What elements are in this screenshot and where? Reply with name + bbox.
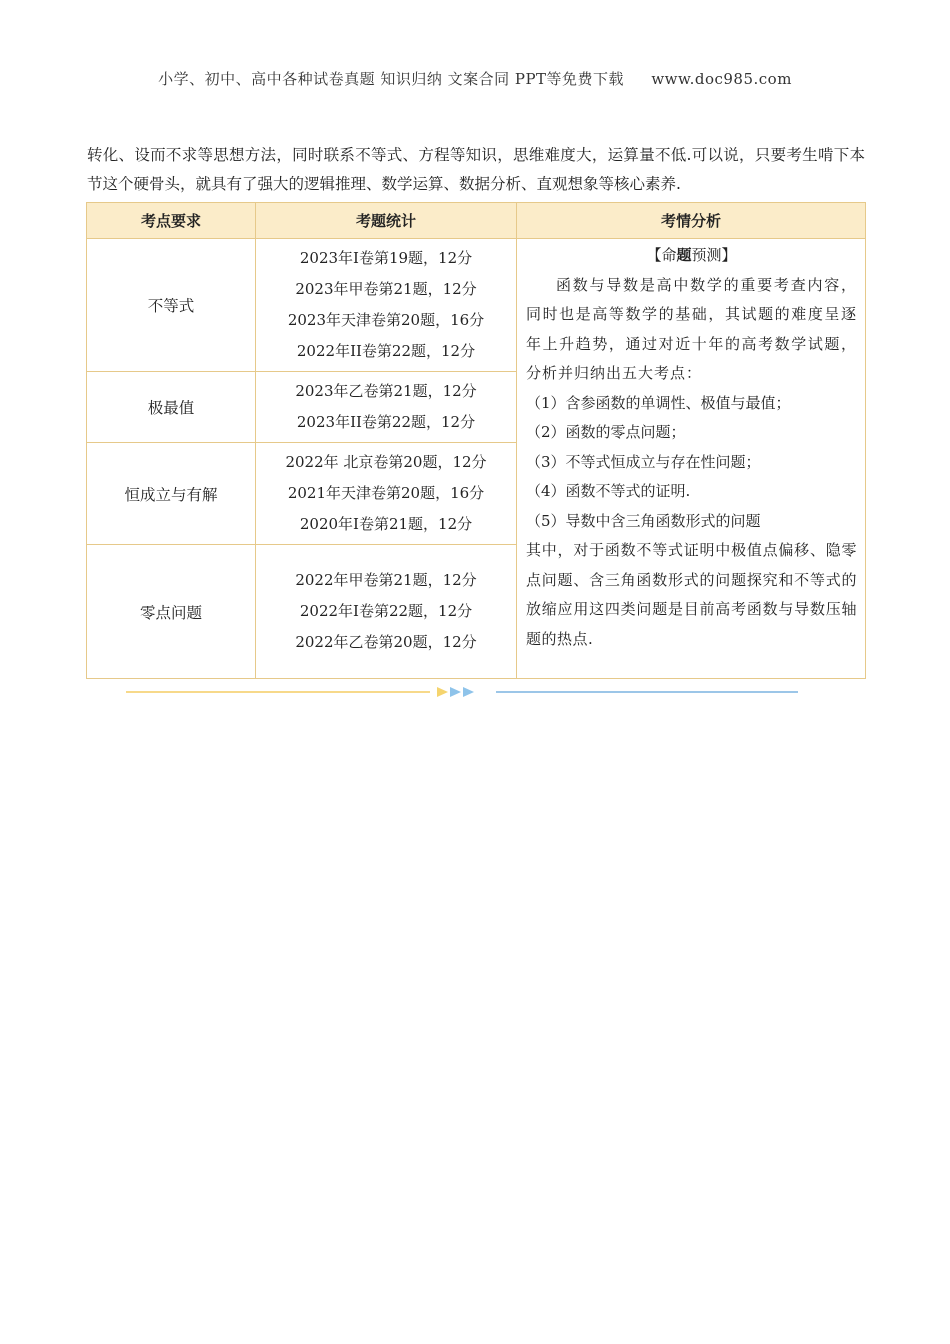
- analysis-item: （2）函数的零点问题；: [526, 423, 686, 441]
- topic-cell: 零点问题: [87, 545, 256, 679]
- analysis-item: （3）不等式恒成立与存在性问题；: [526, 452, 761, 471]
- page-header: [0, 68, 950, 89]
- header-site-link[interactable]: www.doc985.com: [651, 70, 792, 88]
- divider-line-right: [496, 691, 798, 693]
- triple-arrow-icon: [435, 684, 491, 700]
- stat-line: 2023年乙卷第21题，12分: [295, 382, 477, 400]
- stat-line: 2022年乙卷第20题，12分: [295, 633, 477, 651]
- analysis-title: [526, 241, 857, 271]
- stat-line: 2021年天津卷第20题，16分: [287, 484, 485, 502]
- analysis-item: （4）函数不等式的证明.: [526, 482, 691, 500]
- stat-line: 2020年I卷第21题，12分: [299, 515, 473, 533]
- stats-cell: [256, 372, 517, 443]
- analysis-item: （1）含参函数的单调性、极值与最值；: [526, 393, 791, 412]
- analysis-conclusion: 其中，对于函数不等式证明中极值点偏移、隐零点问题、含三角函数形式的问题探究和不等式的放缩应用这四类问题是目前高考函数与导数压轴题的热点.: [526, 541, 857, 648]
- stat-line: 2022年甲卷第21题，12分: [295, 571, 477, 589]
- stats-cell: [256, 239, 517, 372]
- section-divider: [126, 684, 798, 700]
- header-stats: 考题统计: [256, 203, 517, 239]
- stat-line: 2023年I卷第19题，12分: [299, 249, 473, 267]
- header-analysis: 考情分析: [517, 203, 866, 239]
- stat-line: 2023年天津卷第20题，16分: [287, 311, 485, 329]
- stat-line: 2023年甲卷第21题，12分: [295, 280, 477, 298]
- stat-line: 2022年 北京卷第20题，12分: [285, 453, 487, 471]
- stats-cell: [256, 545, 517, 679]
- analysis-title-bold: 题: [676, 246, 692, 264]
- stats-cell: [256, 443, 517, 545]
- table-header-row: [87, 203, 866, 239]
- header-topic: 考点要求: [87, 203, 256, 239]
- analysis-item: （5）导数中含三角函数形式的问题: [526, 511, 761, 530]
- stat-line: 2023年II卷第22题，12分: [296, 413, 476, 431]
- topic-cell: 极最值: [87, 372, 256, 443]
- exam-analysis-table: [86, 202, 866, 679]
- stat-line: 2022年I卷第22题，12分: [299, 602, 473, 620]
- topic-cell: 不等式: [87, 239, 256, 372]
- analysis-paragraph: 函数与导数是高中数学的重要考查内容，同时也是高等数学的基础，其试题的难度呈逐年上升趋势，通过对近十年的高考数学试题，分析并归纳出五大考点：: [526, 275, 857, 382]
- table-row: [87, 239, 866, 372]
- analysis-title-open: 【命: [646, 246, 677, 264]
- divider-line-left: [126, 691, 430, 693]
- stat-line: 2022年II卷第22题，12分: [296, 342, 476, 360]
- intro-paragraph: 转化、设而不求等思想方法，同时联系不等式、方程等知识，思维难度大，运算量不低.可以说，只要考生啃下本节这个硬骨头，就具有了强大的逻辑推理、数学运算、数据分析、直观想象等核心素养.: [87, 146, 865, 193]
- analysis-title-close: 预测】: [691, 246, 737, 264]
- topic-cell: 恒成立与有解: [87, 443, 256, 545]
- analysis-cell: [517, 239, 866, 679]
- header-text: 小学、初中、高中各种试卷真题 知识归纳 文案合同 PPT等免费下载: [158, 70, 625, 88]
